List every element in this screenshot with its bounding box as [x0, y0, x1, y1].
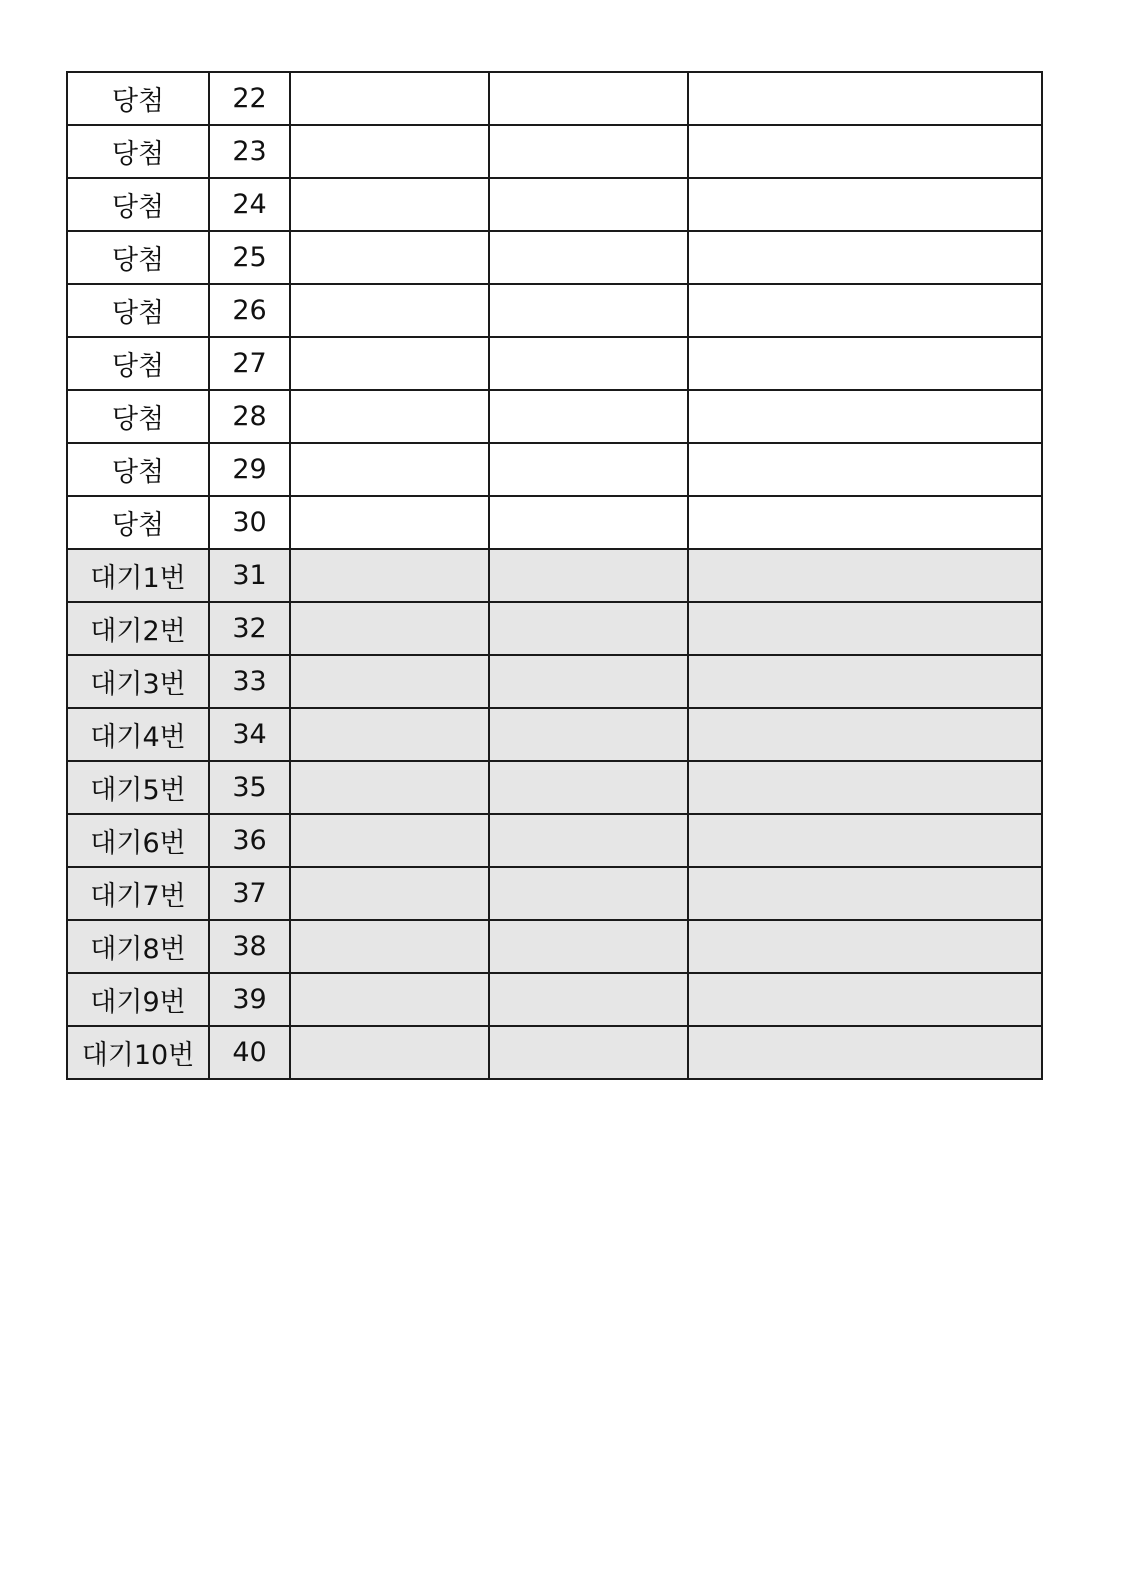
number-cell: 30 [209, 496, 290, 549]
waiting-row [67, 708, 1042, 761]
status-cell: 대기5번 [67, 761, 209, 814]
status-cell: 당첨 [67, 443, 209, 496]
number-cell: 29 [209, 443, 290, 496]
status-cell: 대기4번 [67, 708, 209, 761]
entry-cell-4 [489, 814, 688, 867]
entry-cell-3 [290, 125, 489, 178]
entry-cell-5 [688, 231, 1042, 284]
table-body [67, 72, 1042, 1079]
entry-cell-4 [489, 973, 688, 1026]
entry-cell-3 [290, 231, 489, 284]
entry-cell-4 [489, 867, 688, 920]
entry-cell-5 [688, 1026, 1042, 1079]
entry-cell-4 [489, 920, 688, 973]
waiting-row [67, 549, 1042, 602]
status-cell: 당첨 [67, 72, 209, 125]
entry-cell-4 [489, 231, 688, 284]
entry-cell-4 [489, 178, 688, 231]
entry-cell-3 [290, 443, 489, 496]
number-cell: 40 [209, 1026, 290, 1079]
entry-cell-3 [290, 708, 489, 761]
entry-cell-3 [290, 1026, 489, 1079]
number-cell: 25 [209, 231, 290, 284]
number-cell: 32 [209, 602, 290, 655]
winner-row [67, 72, 1042, 125]
entry-cell-4 [489, 602, 688, 655]
entry-cell-5 [688, 284, 1042, 337]
entry-cell-5 [688, 337, 1042, 390]
entry-cell-5 [688, 443, 1042, 496]
entry-cell-5 [688, 178, 1042, 231]
entry-cell-4 [489, 443, 688, 496]
status-cell: 대기9번 [67, 973, 209, 1026]
entry-cell-5 [688, 125, 1042, 178]
waiting-row [67, 761, 1042, 814]
waiting-row [67, 1026, 1042, 1079]
winner-row [67, 125, 1042, 178]
entry-cell-4 [489, 496, 688, 549]
status-cell: 대기2번 [67, 602, 209, 655]
entry-cell-5 [688, 602, 1042, 655]
winner-row [67, 496, 1042, 549]
status-cell: 당첨 [67, 337, 209, 390]
number-cell: 22 [209, 72, 290, 125]
waiting-row [67, 814, 1042, 867]
number-cell: 31 [209, 549, 290, 602]
entry-cell-3 [290, 496, 489, 549]
waiting-row [67, 602, 1042, 655]
entry-cell-5 [688, 708, 1042, 761]
entry-cell-4 [489, 708, 688, 761]
winner-row [67, 178, 1042, 231]
status-cell: 대기8번 [67, 920, 209, 973]
entry-cell-3 [290, 602, 489, 655]
number-cell: 38 [209, 920, 290, 973]
number-cell: 33 [209, 655, 290, 708]
waiting-row [67, 867, 1042, 920]
status-cell: 당첨 [67, 496, 209, 549]
status-cell: 대기10번 [67, 1026, 209, 1079]
number-cell: 23 [209, 125, 290, 178]
entry-cell-4 [489, 125, 688, 178]
entry-cell-3 [290, 337, 489, 390]
entry-cell-3 [290, 655, 489, 708]
waiting-row [67, 920, 1042, 973]
entry-cell-3 [290, 284, 489, 337]
lottery-result-table [66, 71, 1043, 1080]
status-cell: 당첨 [67, 125, 209, 178]
entry-cell-4 [489, 72, 688, 125]
entry-cell-4 [489, 337, 688, 390]
entry-cell-5 [688, 390, 1042, 443]
winner-row [67, 337, 1042, 390]
entry-cell-4 [489, 390, 688, 443]
entry-cell-3 [290, 761, 489, 814]
winner-row [67, 231, 1042, 284]
entry-cell-5 [688, 655, 1042, 708]
entry-cell-3 [290, 973, 489, 1026]
entry-cell-4 [489, 655, 688, 708]
entry-cell-5 [688, 920, 1042, 973]
entry-cell-4 [489, 1026, 688, 1079]
number-cell: 28 [209, 390, 290, 443]
number-cell: 35 [209, 761, 290, 814]
waiting-row [67, 655, 1042, 708]
status-cell: 대기3번 [67, 655, 209, 708]
number-cell: 34 [209, 708, 290, 761]
number-cell: 26 [209, 284, 290, 337]
winner-row [67, 390, 1042, 443]
status-cell: 당첨 [67, 231, 209, 284]
status-cell: 당첨 [67, 178, 209, 231]
entry-cell-3 [290, 867, 489, 920]
entry-cell-4 [489, 761, 688, 814]
entry-cell-5 [688, 814, 1042, 867]
entry-cell-3 [290, 178, 489, 231]
winner-row [67, 284, 1042, 337]
entry-cell-5 [688, 761, 1042, 814]
entry-cell-5 [688, 496, 1042, 549]
status-cell: 당첨 [67, 284, 209, 337]
entry-cell-5 [688, 973, 1042, 1026]
waiting-row [67, 973, 1042, 1026]
number-cell: 39 [209, 973, 290, 1026]
entry-cell-5 [688, 549, 1042, 602]
entry-cell-3 [290, 549, 489, 602]
number-cell: 24 [209, 178, 290, 231]
status-cell: 대기6번 [67, 814, 209, 867]
entry-cell-3 [290, 390, 489, 443]
number-cell: 36 [209, 814, 290, 867]
entry-cell-4 [489, 284, 688, 337]
entry-cell-3 [290, 920, 489, 973]
status-cell: 당첨 [67, 390, 209, 443]
entry-cell-5 [688, 72, 1042, 125]
entry-cell-5 [688, 867, 1042, 920]
winner-row [67, 443, 1042, 496]
entry-cell-3 [290, 72, 489, 125]
entry-cell-4 [489, 549, 688, 602]
number-cell: 27 [209, 337, 290, 390]
status-cell: 대기1번 [67, 549, 209, 602]
number-cell: 37 [209, 867, 290, 920]
status-cell: 대기7번 [67, 867, 209, 920]
entry-cell-3 [290, 814, 489, 867]
